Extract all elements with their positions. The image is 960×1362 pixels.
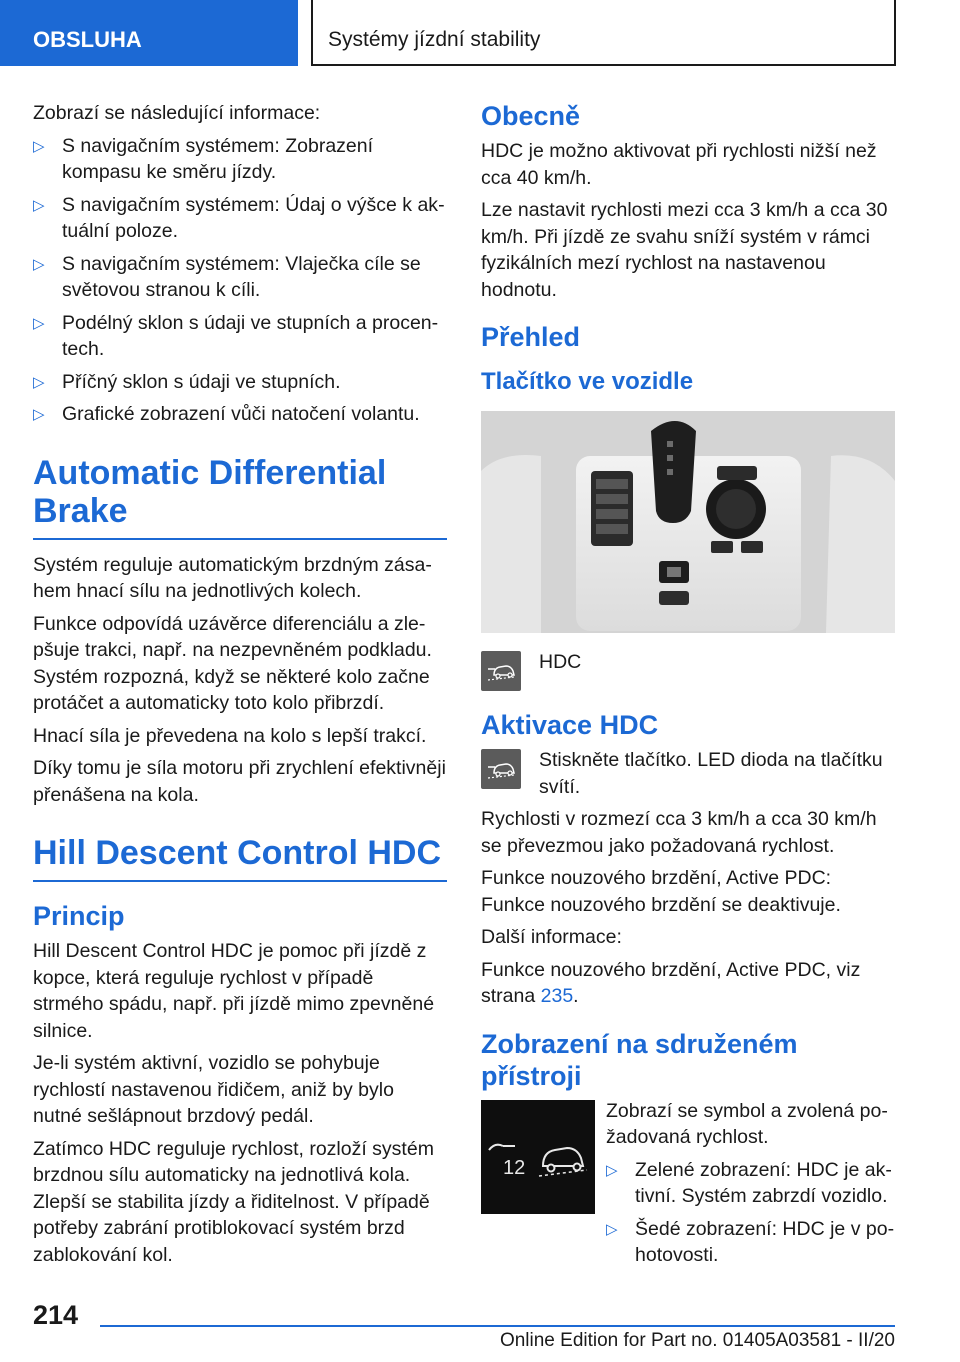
activation-paragraph: Funkce nouzového brzdění, Active PDC: Funkce nouzového brzdění se deaktivuje. — [481, 867, 841, 916]
triangle-right-icon: ▷ — [33, 255, 45, 273]
prehled-heading: Přehled — [481, 322, 581, 352]
adb-paragraph: Systém reguluje automatickým brzdným zásahem hnací sílu na jednotlivých kolech. — [33, 553, 432, 602]
adb-paragraph: Hnací síla je převedena na kolo s lepší trakcí. — [33, 724, 427, 747]
obecne-paragraph: Lze nastavit rychlosti mezi cca 3 km/h a cca 30 km/h. Při jízdě ze svahu sníží systém v rámci fyzikálních mezí rychlost na nastavenou hodnotu. — [481, 199, 888, 301]
activation-paragraph: Další informace: — [481, 926, 622, 948]
list-item: ▷ S navigačním systémem: Vlaječka cíle se světovou stranou k cíli. — [33, 252, 421, 301]
hdc-label: HDC — [539, 651, 582, 673]
hdc-heading: Hill Descent Control HDC — [33, 834, 447, 882]
adb-heading: Automatic Differential Brake — [33, 454, 447, 540]
adb-paragraph: Díky tomu je síla motoru při zrychlení efektivněji přenášena na kola. — [33, 757, 446, 806]
triangle-right-icon: ▷ — [33, 373, 45, 391]
cluster-intro: Zobrazí se symbol a zvolená požadovaná rychlost. — [606, 1099, 888, 1148]
center-console-photo — [481, 411, 895, 633]
activation-heading: Aktivace HDC — [481, 710, 659, 740]
triangle-right-icon: ▷ — [33, 406, 45, 423]
cluster-list — [606, 1157, 895, 1269]
adb-paragraph: Funkce odpovídá uzávěrce diferenciálu a zlepšuje trakci, např. na nezpevněném podkladu. Systém rozpozná, když se některé kolo začne protáčet a automaticky toto kolo přibrzdí. — [33, 612, 432, 714]
info-list — [33, 133, 447, 428]
instrument-cluster-image — [481, 1100, 595, 1214]
triangle-right-icon: ▷ — [33, 196, 45, 214]
list-item: ▷ Příčný sklon s údaji ve stupních. — [33, 369, 447, 396]
obecne-paragraph: HDC je možno aktivovat při rychlosti nižší než cca 40 km/h. — [481, 140, 877, 189]
triangle-right-icon: ▷ — [606, 1220, 618, 1238]
page-header — [0, 0, 960, 66]
chapter-title: Systémy jízdní stability — [311, 0, 896, 66]
princip-paragraph: Zatímco HDC reguluje rychlost, rozloží systém brzdnou sílu automaticky na jednotlivá kola. Zlepší se stabilita jízdy a řiditelnost. V případě potřeby zabrání protiblokovací systém brzd zablokování kol. — [33, 1137, 434, 1266]
activation-paragraph: Rychlosti v rozmezí cca 3 km/h a cca 30 km/h se převezmou jako požadovaná rychlost. — [481, 808, 877, 857]
button-heading: Tlačítko ve vozidle — [481, 368, 694, 395]
princip-heading: Princip — [33, 901, 125, 931]
info-intro: Zobrazí se následující informace: — [33, 102, 321, 124]
triangle-right-icon: ▷ — [33, 314, 45, 332]
reference-paragraph: Funkce nouzového brzdění, Active PDC, viz strana 235. — [481, 958, 861, 1007]
list-item: ▷ Grafické zobrazení vůči natočení volantu. — [33, 401, 447, 428]
list-item: ▷ S navigačním systémem: Údaj o výšce k aktuální poloze. — [33, 193, 445, 242]
page-number: 214 — [33, 1300, 79, 1330]
edition-note: Online Edition for Part no. 01405A03581 - II/20 — [499, 1330, 895, 1351]
center-console-illustration — [481, 411, 895, 633]
cluster-speed: 12 — [503, 1156, 526, 1179]
cluster-heading: Zobrazení na sdruženém přístroji — [481, 1028, 798, 1091]
section-tab: OBSLUHA — [0, 0, 298, 66]
right-column — [481, 96, 895, 1275]
cluster-display-section — [481, 1098, 895, 1269]
triangle-right-icon: ▷ — [606, 1161, 618, 1179]
footer-divider — [100, 1325, 895, 1327]
list-item: ▷ Šedé zobrazení: HDC je v pohotovosti. — [606, 1217, 895, 1266]
hdc-car-slope-icon — [481, 651, 521, 691]
triangle-right-icon: ▷ — [33, 137, 45, 155]
list-item: ▷ Zelené zobrazení: HDC je aktivní. Systém zabrzdí vozidlo. — [606, 1158, 892, 1207]
hdc-car-slope-icon — [481, 749, 521, 789]
activation-step — [481, 747, 895, 800]
obecne-heading: Obecně — [481, 101, 581, 131]
princip-paragraph: Je-li systém aktivní, vozidlo se pohybuje rychlostí nastavenou řidičem, aniž by bylo nutné sešlápnout brzdový pedál. — [33, 1052, 394, 1127]
left-column — [33, 96, 447, 1274]
list-item: ▷ Podélný sklon s údaji ve stupních a procentech. — [33, 311, 439, 360]
hdc-button-legend — [481, 649, 895, 691]
page-link[interactable]: 235 — [540, 985, 574, 1007]
princip-paragraph: Hill Descent Control HDC je pomoc při jízdě z kopce, která reguluje rychlost v případě strmého spádu, např. při jízdě mimo zpevněné silnice. — [33, 940, 435, 1042]
list-item: ▷ S navigačním systémem: Zobrazení kompasu ke směru jízdy. — [33, 134, 374, 183]
activation-instruction: Stiskněte tlačítko. LED dioda na tlačítku svítí. — [539, 749, 883, 798]
